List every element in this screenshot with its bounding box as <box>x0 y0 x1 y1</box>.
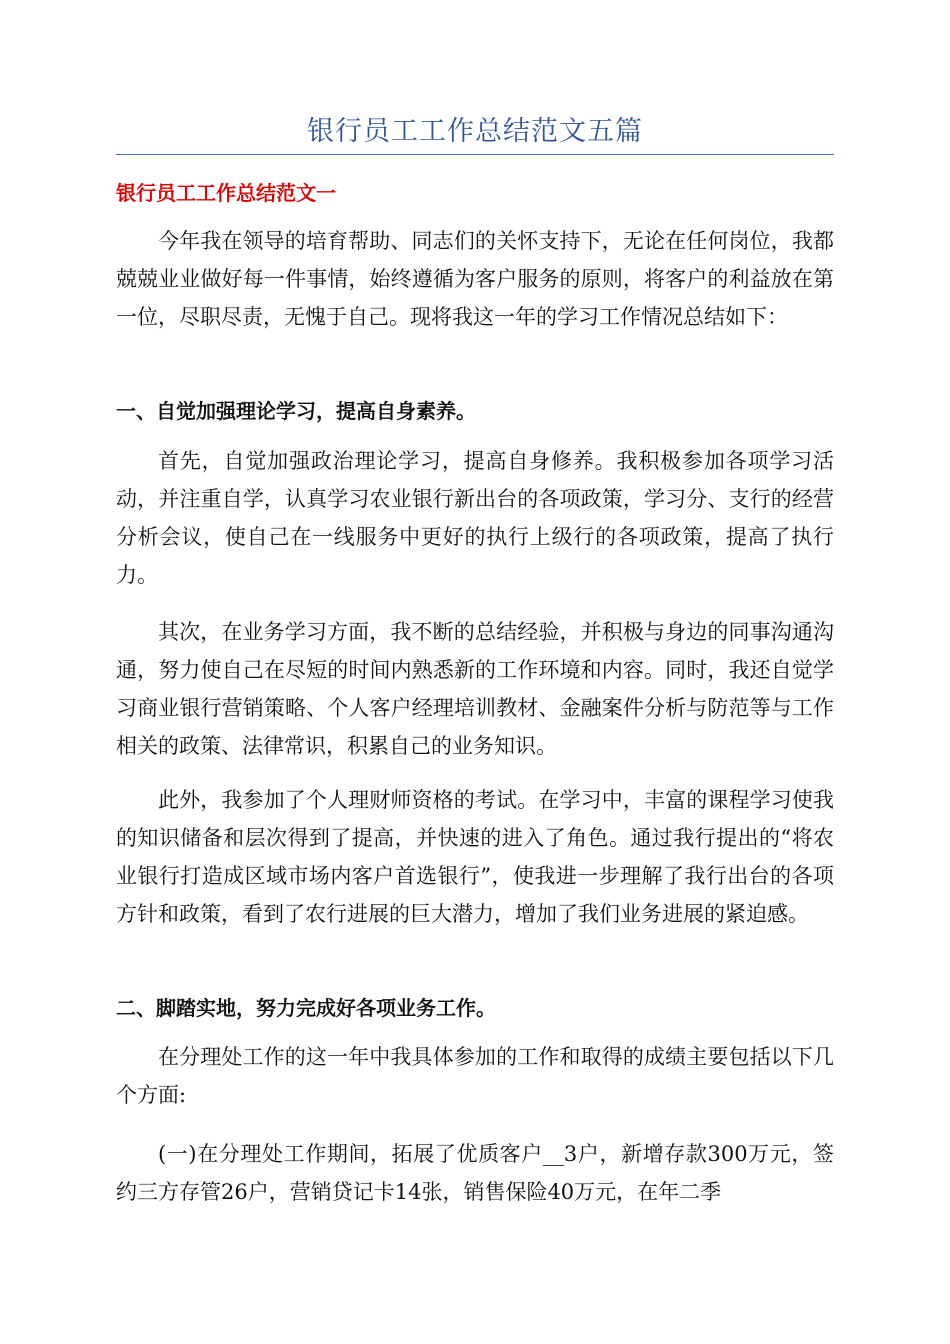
document-title: 银行员工工作总结范文五篇 <box>307 116 643 147</box>
title-underline <box>116 154 834 155</box>
section-title: 银行员工工作总结范文一 <box>116 181 336 205</box>
paragraph-5: (一)在分理处工作期间，拓展了优质客户__3户，新增存款300万元，签约三方存管26户，营销贷记卡14张，销售保险40万元，在年二季 <box>116 1142 834 1204</box>
intro-paragraph: 今年我在领导的培育帮助、同志们的关怀支持下，无论在任何岗位，我都兢兢业业做好每一件事情，始终遵循为客户服务的原则，将客户的利益放在第一位，尽职尽责，无愧于自己。现将我这一年的学习工作情况总结如下： <box>116 229 834 329</box>
paragraph-1: 首先，自觉加强政治理论学习，提高自身修养。我积极参加各项学习活动，并注重自学，认真学习农业银行新出台的各项政策，学习分、支行的经营分析会议，使自己在一线服务中更好的执行上级行的各项政策，提高了执行力。 <box>116 449 834 587</box>
paragraph-2: 其次，在业务学习方面，我不断的总结经验，并积极与身边的同事沟通沟通，努力使自己在尽短的时间内熟悉新的工作环境和内容。同时，我还自觉学习商业银行营销策略、个人客户经理培训教材、金融案件分析与防范等与工作相关的政策、法律常识，积累自己的业务知识。 <box>116 620 834 758</box>
heading-1: 一、自觉加强理论学习，提高自身素养。 <box>116 399 476 423</box>
heading-2: 二、脚踏实地，努力完成好各项业务工作。 <box>116 996 496 1020</box>
paragraph-3: 此外，我参加了个人理财师资格的考试。在学习中，丰富的课程学习使我的知识储备和层次得到了提高，并快速的进入了角色。通过我行提出的“将农业银行打造成区域市场内客户首选银行”，使我进一步理解了我行出台的各项方针和政策，看到了农行进展的巨大潜力，增加了我们业务进展的紧迫感。 <box>116 788 834 926</box>
paragraph-4: 在分理处工作的这一年中我具体参加的工作和取得的成绩主要包括以下几个方面: <box>116 1045 834 1107</box>
